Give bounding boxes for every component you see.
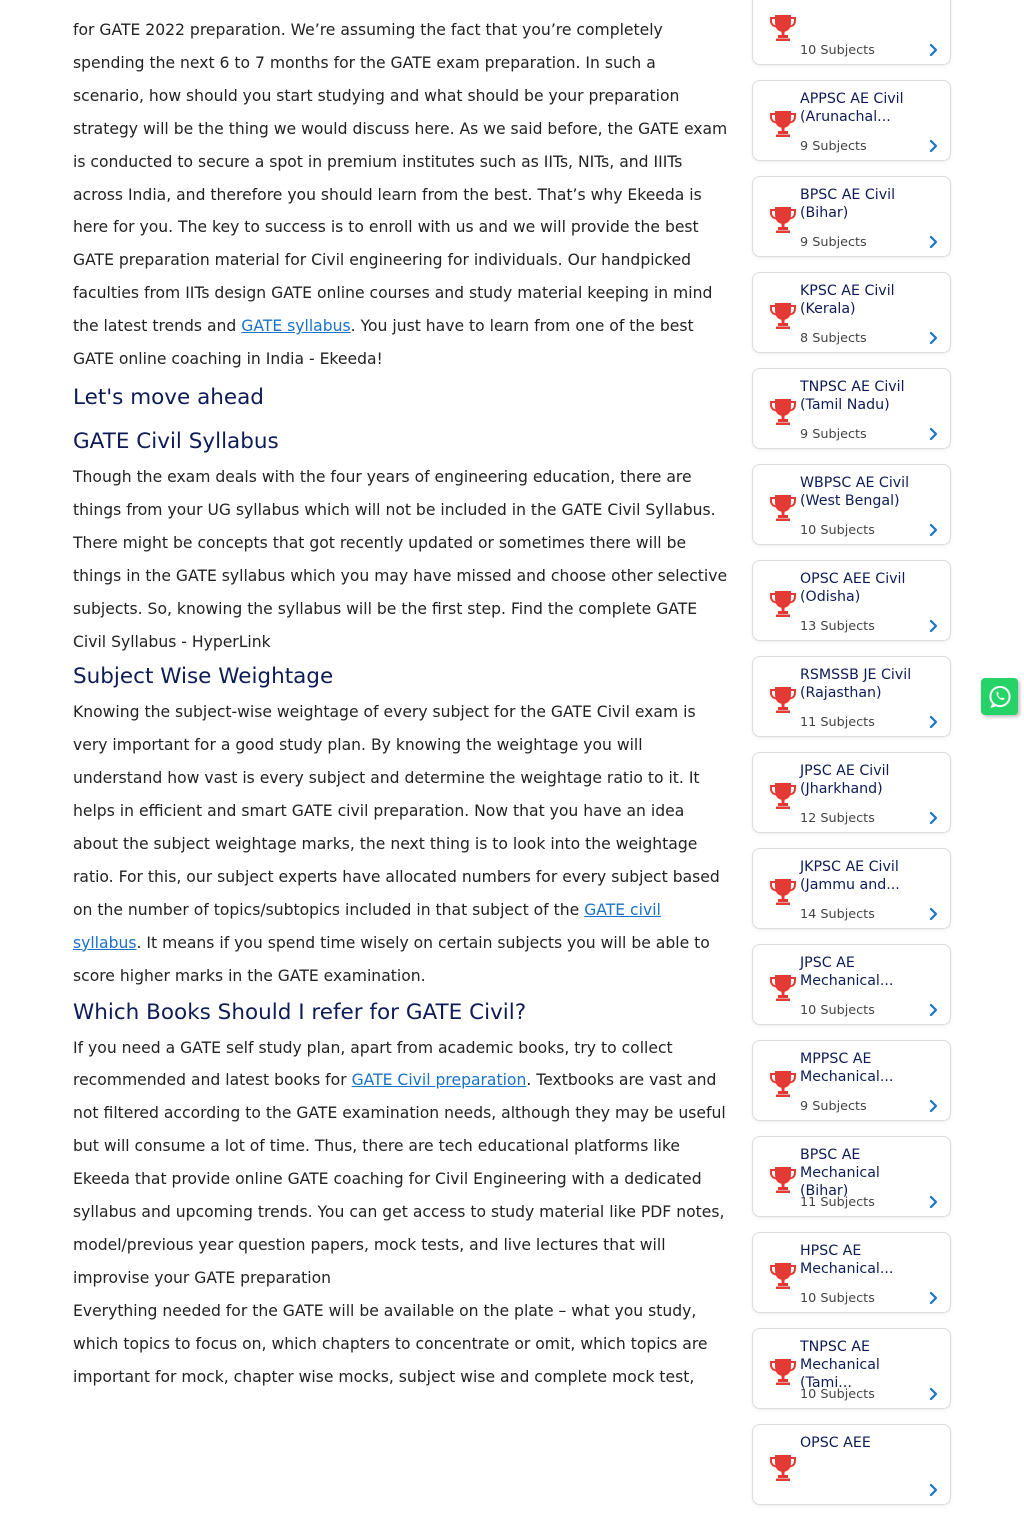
card-title: KPSC AE Civil (Kerala): [800, 283, 895, 317]
card-subject-count: 9 Subjects: [800, 427, 867, 442]
card-title: RSMSSB JE Civil (Rajasthan): [800, 667, 912, 701]
trophy-icon: [767, 875, 799, 907]
exam-course-card[interactable]: [752, 1328, 951, 1409]
card-subject-count: 11 Subjects: [800, 1195, 875, 1210]
chevron-right-icon[interactable]: [928, 523, 938, 537]
paragraph-text: for GATE 2022 preparation. We’re assuming the fact that you’re completely spending the next 6 to 7 months for the GATE exam preparation. In such a scenario, how should you start studying and what should be your preparation strategy will be the thing we would discuss here. As we said before, the GATE exam is conducted to secure a spot in premium institutes such as IITs, NITs, and IIITs across India, and therefore you should learn from the best. That’s why Ekeeda is here for you. The key to success is to enroll with us and we will provide the best GATE preparation material for Civil engineering for individuals. Our handpicked faculties from IITs design GATE online courses and study material keeping in mind the latest trends and: [73, 21, 728, 336]
paragraph-weightage: [73, 696, 728, 992]
card-title: BPSC AE Mechanical (Bihar): [800, 1147, 880, 1199]
card-subject-count: 10 Subjects: [800, 1387, 875, 1402]
trophy-icon: [767, 1451, 799, 1483]
chevron-right-icon[interactable]: [928, 1195, 938, 1209]
card-title: JKPSC AE Civil (Jammu and...: [800, 859, 900, 893]
paragraph-books: [73, 1032, 728, 1295]
paragraph-syllabus: Though the exam deals with the four years of engineering education, there are things from your UG syllabus which will not be included in the GATE Civil Syllabus. There might be concepts that got recently updated or sometimes there will be things in the GATE syllabus which you may have missed and choose other selective subjects. So, knowing the syllabus will be the first step. Find the complete GATE Civil Syllabus - HyperLink: [73, 467, 728, 651]
chevron-right-icon[interactable]: [928, 715, 938, 729]
whatsapp-icon: [986, 683, 1014, 711]
exam-course-card[interactable]: [752, 1040, 951, 1121]
exam-course-card[interactable]: [752, 368, 951, 449]
chevron-right-icon[interactable]: [928, 619, 938, 633]
exam-course-card[interactable]: [752, 1424, 951, 1505]
heading-which-books: Which Books Should I refer for GATE Civil?: [73, 999, 527, 1025]
card-title: MPPSC AE Mechanical...: [800, 1051, 894, 1085]
card-title: JPSC AE Civil (Jharkhand): [800, 763, 890, 797]
exam-course-card[interactable]: [752, 752, 951, 833]
article-content: [73, 14, 728, 1394]
trophy-icon: [767, 491, 799, 523]
exam-course-card[interactable]: [752, 176, 951, 257]
chevron-right-icon[interactable]: [928, 139, 938, 153]
paragraph-intro: [73, 14, 728, 376]
chevron-right-icon[interactable]: [928, 1387, 938, 1401]
chevron-right-icon[interactable]: [928, 1003, 938, 1017]
chevron-right-icon[interactable]: [928, 907, 938, 921]
card-subject-count: 10 Subjects: [800, 523, 875, 538]
card-subject-count: 9 Subjects: [800, 235, 867, 250]
trophy-icon: [767, 11, 799, 43]
gate-syllabus-link[interactable]: GATE syllabus: [241, 317, 351, 336]
paragraph-text: . You just have to learn from one of the best GATE online coaching in India - Ekeeda!: [73, 317, 694, 369]
trophy-icon: [767, 395, 799, 427]
trophy-icon: [767, 779, 799, 811]
paragraph-text: Knowing the subject-wise weightage of every subject for the GATE Civil exam is very important for a good study plan. By knowing the weightage you will understand how vast is every subject and determine the weightage ratio to it. It helps in efficient and smart GATE civil preparation. Now that you have an idea about the subject weightage marks, the next thing is to look into the weightage ratio. For this, our subject experts have allocated numbers for every subject based on the number of topics/subtopics included in that subject of the: [73, 703, 720, 919]
card-title: WBPSC AE Civil (West Bengal): [800, 475, 910, 509]
chevron-right-icon[interactable]: [928, 43, 938, 57]
whatsapp-button[interactable]: [981, 678, 1018, 715]
trophy-icon: [767, 1163, 799, 1195]
card-title: APPSC AE Civil (Arunachal...: [800, 91, 904, 125]
card-subject-count: 12 Subjects: [800, 811, 875, 826]
card-subject-count: 10 Subjects: [800, 43, 875, 58]
chevron-right-icon[interactable]: [928, 1099, 938, 1113]
card-subject-count: 13 Subjects: [800, 619, 875, 634]
trophy-icon: [767, 683, 799, 715]
paragraph-text: . Textbooks are vast and not filtered according to the GATE examination needs, although they may be useful but will consume a lot of time. Thus, there are tech educational platforms like Ekeeda that provide online GATE coaching for Civil Engineering with a dedicated syllabus and upcoming trends. You can get access to study material like PDF notes, model/previous year question papers, mock tests, and live lectures that will improvise your GATE preparation: [73, 1071, 726, 1287]
paragraph-text: . It means if you spend time wisely on certain subjects you will be able to score higher marks in the GATE examination.: [73, 933, 710, 985]
card-title: BPSC AE Civil (Bihar): [800, 187, 896, 221]
paragraph-text: If you need a GATE self study plan, apart from academic books, try to collect recommended and latest books for: [73, 1038, 673, 1090]
card-subject-count: 10 Subjects: [800, 1003, 875, 1018]
card-subject-count: 11 Subjects: [800, 715, 875, 730]
chevron-right-icon[interactable]: [928, 811, 938, 825]
trophy-icon: [767, 1355, 799, 1387]
card-title: TNPSC AE Mechanical (Tami...: [800, 1339, 880, 1391]
exam-course-card[interactable]: [752, 0, 951, 65]
exam-course-card[interactable]: [752, 80, 951, 161]
card-title: TNPSC AE Civil (Tamil Nadu): [800, 379, 905, 413]
card-subject-count: 10 Subjects: [800, 1291, 875, 1306]
card-title: HPSC AE Mechanical...: [800, 1243, 894, 1277]
heading-gate-civil-syllabus: GATE Civil Syllabus: [73, 428, 279, 454]
exam-course-card[interactable]: [752, 464, 951, 545]
exam-course-card[interactable]: [752, 272, 951, 353]
trophy-icon: [767, 587, 799, 619]
exam-course-card[interactable]: [752, 560, 951, 641]
exam-course-card[interactable]: [752, 1232, 951, 1313]
card-subject-count: 9 Subjects: [800, 1099, 867, 1114]
heading-lets-move-ahead: Let's move ahead: [73, 384, 264, 410]
trophy-icon: [767, 107, 799, 139]
chevron-right-icon[interactable]: [928, 427, 938, 441]
card-subject-count: 8 Subjects: [800, 331, 867, 346]
card-title: JPSC AE Mechanical...: [800, 955, 894, 989]
exam-course-card[interactable]: [752, 1136, 951, 1217]
paragraph-everything-needed: Everything needed for the GATE will be available on the plate – what you study, which topics to focus on, which chapters to concentrate or omit, which topics are important for mock, chapter wise mocks, subject wise and complete mock test,: [73, 1301, 708, 1386]
gate-civil-preparation-link[interactable]: GATE Civil preparation: [351, 1071, 527, 1090]
trophy-icon: [767, 1259, 799, 1291]
chevron-right-icon[interactable]: [928, 235, 938, 249]
trophy-icon: [767, 971, 799, 1003]
trophy-icon: [767, 299, 799, 331]
card-title: OPSC AEE Civil (Odisha): [800, 571, 906, 605]
chevron-right-icon[interactable]: [928, 1291, 938, 1305]
chevron-right-icon[interactable]: [928, 331, 938, 345]
gate-civil-syllabus-link[interactable]: GATE civil syllabus: [73, 900, 661, 952]
exam-course-card[interactable]: [752, 848, 951, 929]
exam-course-sidebar: [752, 0, 951, 1520]
card-subject-count: 14 Subjects: [800, 907, 875, 922]
trophy-icon: [767, 1067, 799, 1099]
chevron-right-icon[interactable]: [928, 1483, 938, 1497]
heading-subject-wise-weightage: Subject Wise Weightage: [73, 664, 334, 690]
trophy-icon: [767, 203, 799, 235]
exam-course-card[interactable]: [752, 656, 951, 737]
exam-course-card[interactable]: [752, 944, 951, 1025]
card-subject-count: 9 Subjects: [800, 139, 867, 154]
card-title: OPSC AEE: [800, 1435, 871, 1451]
